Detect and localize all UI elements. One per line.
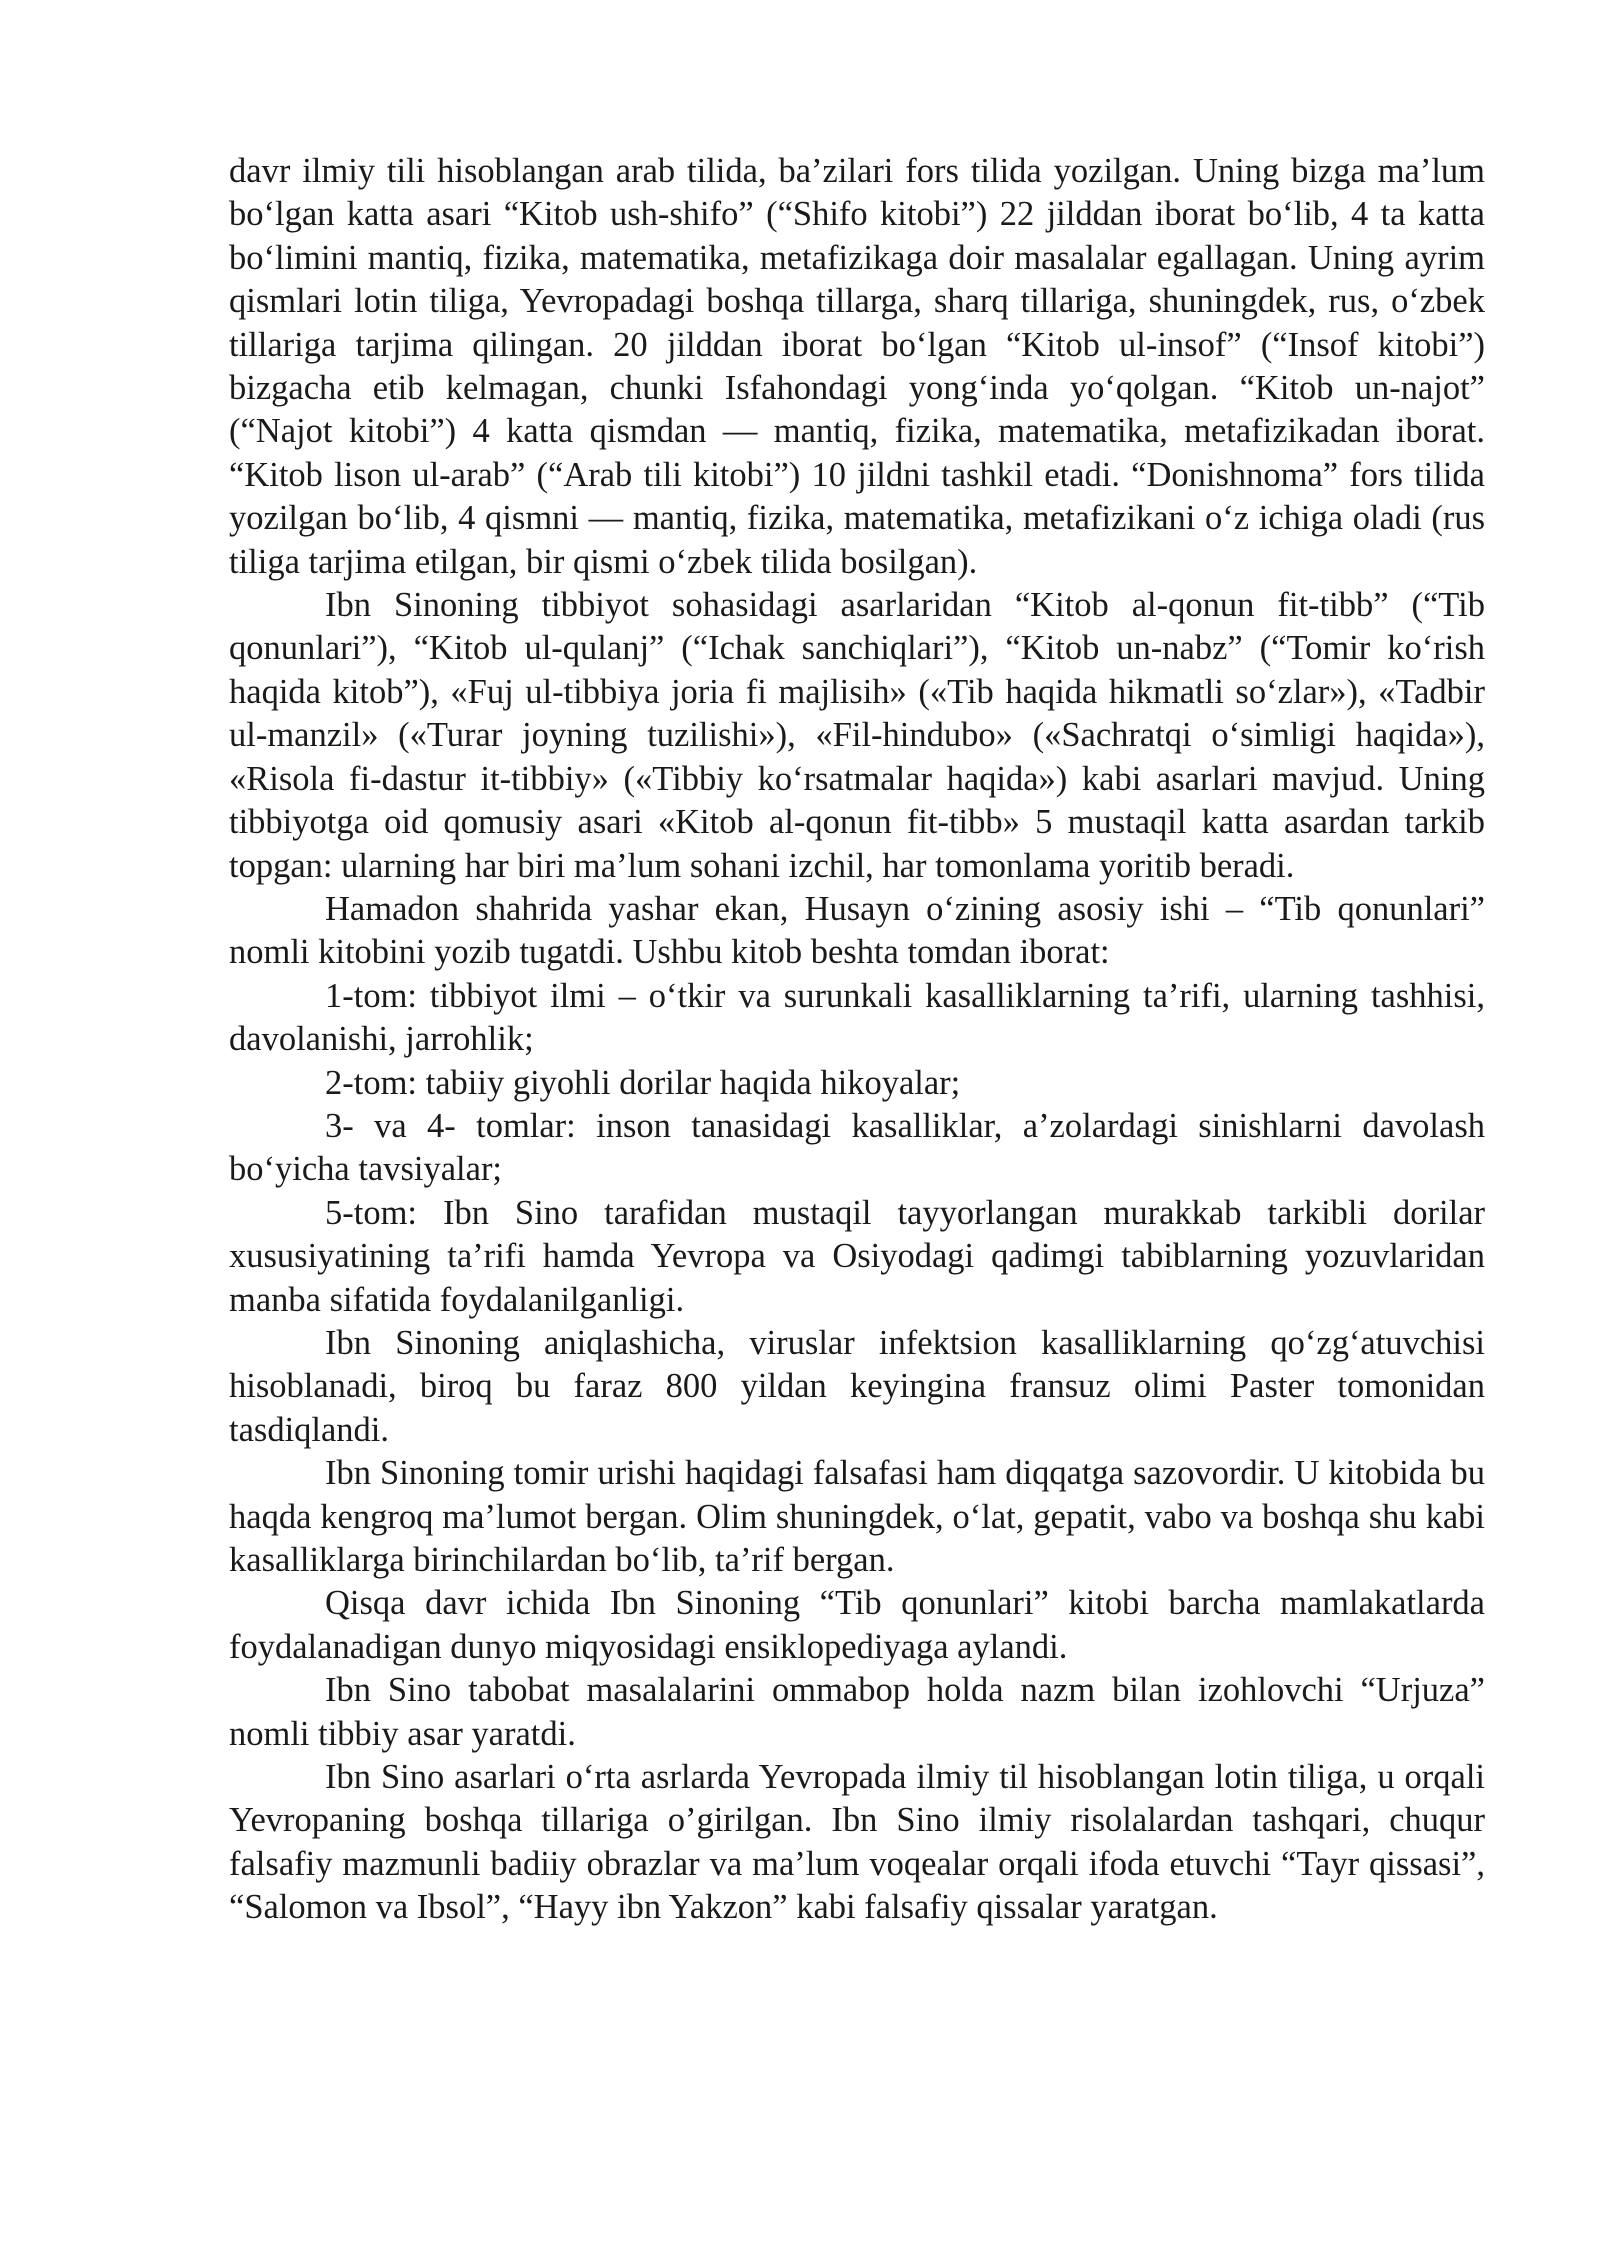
paragraph-volume-5: 5-tom: Ibn Sino tarafidan mustaqil tayyorlangan murakkab tarkibli dorilar xususiyatining ta’rifi hamda Yevropa va Osiyodagi qadimgi tabiblarning yozuvlaridan manba sifatida foydalanilganligi. xyxy=(229,1193,1485,1319)
paragraph-volume-2: 2-tom: tabiiy giyohli dorilar haqida hikoyalar; xyxy=(325,1063,961,1102)
paragraph-urjuza: Ibn Sino tabobat masalalarini ommabop holda nazm bilan izohlovchi “Urjuza” nomli tibbiy asar yaratdi. xyxy=(229,1671,1485,1753)
paragraph-encyclopedia: Qisqa davr ichida Ibn Sinoning “Tib qonunlari” kitobi barcha mamlakatlarda foydalanadigan dunyo miqyosidagi ensiklopediyaga aylandi. xyxy=(229,1584,1485,1666)
paragraph-continuation: davr ilmiy tili hisoblangan arab tilida, ba’zilari fors tilida yozilgan. Uning bizga ma’lum bo‘lgan katta asari “Kitob ush-shifo” (“Shifo kitobi”) 22 jilddan iborat bo‘lib, 4 ta katta bo‘limini mantiq, fizika, matematika, metafizikaga doir masalalar egallagan. Uning ayrim qismlari lotin tiliga, Yevropadagi boshqa tillarga, sharq tillariga, shuningdek, rus, o‘zbek tillariga tarjima qilingan. 20 jilddan iborat bo‘lgan “Kitob ul-insof” (“Insof kitobi”) bizgacha etib kelmagan, chunki Isfahondagi yong‘inda yo‘qolgan. “Kitob un-najot” (“Najot kitobi”) 4 katta qismdan — mantiq, fizika, matematika, metafizikadan iborat. “Kitob lison ul-arab” (“Arab tili kitobi”) 10 jildni tashkil etadi. “Donishnoma” fors tilida yozilgan bo‘lib, 4 qismni — mantiq, fizika, matematika, metafizikani o‘z ichiga oladi (rus tiliga tarjima etilgan, bir qismi o‘zbek tilida bosilgan). xyxy=(229,152,1485,581)
paragraph-hamadon: Hamadon shahrida yashar ekan, Husayn o‘zining asosiy ishi – “Tib qonunlari” nomli kitobini yozib tugatdi. Ushbu kitob beshta tomdan iborat: xyxy=(229,889,1485,972)
paragraph-medical-works: Ibn Sinoning tibbiyot sohasidagi asarlaridan “Kitob al-qonun fit-tibb” (“Tib qonunlari”), “Kitob ul-qulanj” (“Ichak sanchiqlari”), “Kitob un-nabz” (“Tomir ko‘rish haqida kitob”), «Fuj ul-tibbiya joria fi majlisih» («Tib haqida hikmatli so‘zlar»), «Tadbir ul-manzil» («Turar joyning tuzilishi»), «Fil-hindubo» («Sachratqi o‘simligi haqida»), «Risola fi-dastur it-tibbiy» («Tibbiy ko‘rsatmalar haqida») kabi asarlari mavjud. Uning tibbiyotga oid qomusiy asari «Kitob al-qonun fit-tibb» 5 mustaqil katta asardan tarkib topgan: ularning har biri ma’lum sohani izchil, har tomonlama yoritib beradi. xyxy=(229,586,1485,885)
paragraph-volume-1: 1-tom: tibbiyot ilmi – o‘tkir va surunkali kasalliklarning ta’rifi, ularning tashhisi, davolanishi, jarrohlik; xyxy=(229,976,1485,1059)
document-page xyxy=(229,150,1485,1930)
paragraph-translations: Ibn Sino asarlari o‘rta asrlarda Yevropada ilmiy til hisoblangan lotin tiliga, u orqali Yevropaning boshqa tillariga o’girilgan. Ibn Sino ilmiy risolalardan tashqari, chuqur falsafiy mazmunli badiiy obrazlar va ma’lum voqealar orqali ifoda etuvchi “Tayr qissasi”, “Salomon va Ibsol”, “Hayy ibn Yakzon” kabi falsafiy qissalar yaratgan. xyxy=(229,1758,1485,1927)
paragraph-pulse: Ibn Sinoning tomir urishi haqidagi falsafasi ham diqqatga sazovordir. U kitobida bu haqda kengroq ma’lumot bergan. Olim shuningdek, o‘lat, gepatit, vabo va boshqa shu kabi kasalliklarga birinchilardan bo‘lib, ta’rif bergan. xyxy=(229,1454,1485,1579)
paragraph-viruses: Ibn Sinoning aniqlashicha, viruslar infektsion kasalliklarning qo‘zg‘atuvchisi hisoblanadi, biroq bu faraz 800 yildan keyingina fransuz olimi Paster tomonidan tasdiqlandi. xyxy=(229,1323,1485,1449)
paragraph-volume-3-4: 3- va 4- tomlar: inson tanasidagi kasalliklar, a’zolardagi sinishlarni davolash bo‘yicha tavsiyalar; xyxy=(229,1106,1485,1189)
